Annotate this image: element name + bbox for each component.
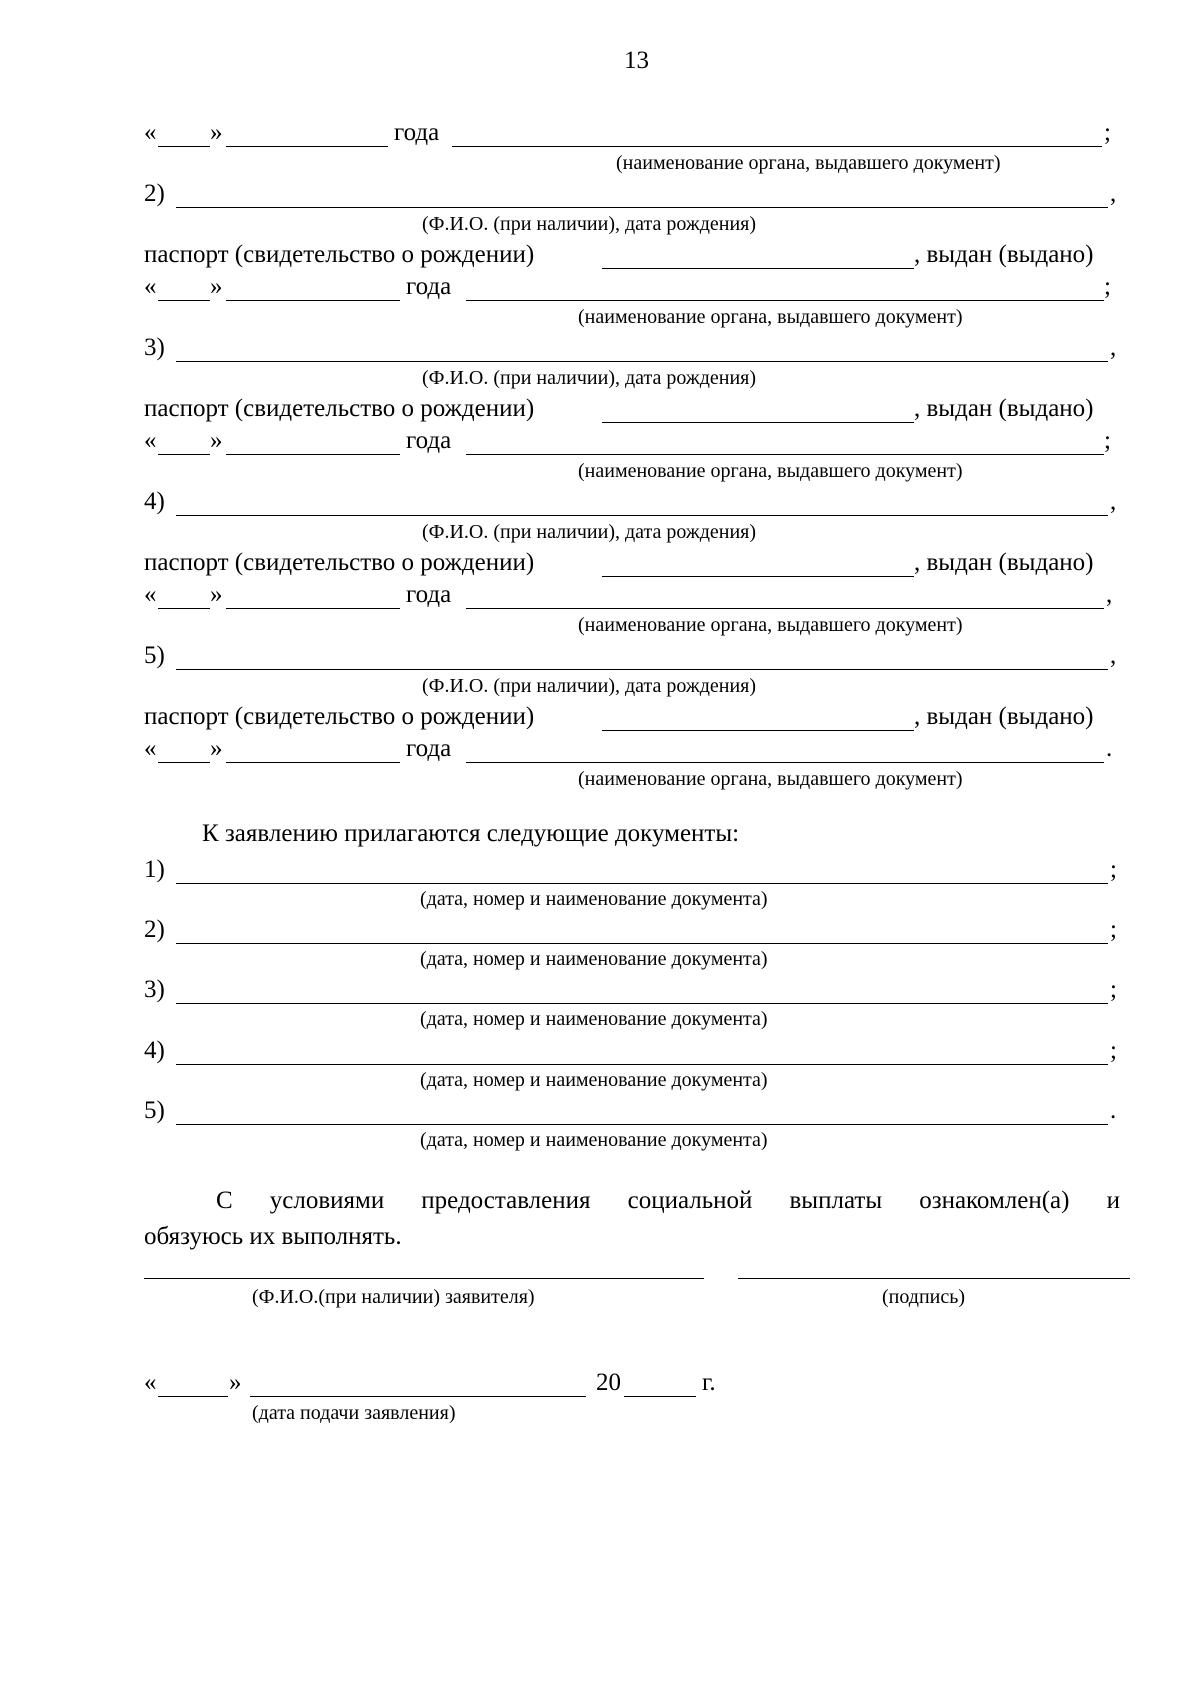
- month-line[interactable]: [226, 762, 400, 763]
- passport-label: паспорт (свидетельство о рождении): [144, 549, 535, 576]
- signature-line[interactable]: [738, 1278, 1130, 1279]
- day-line[interactable]: [158, 762, 210, 763]
- fio-line[interactable]: [176, 669, 1108, 670]
- word: социальной: [627, 1187, 753, 1214]
- issuer-line[interactable]: [466, 762, 1104, 763]
- issuer-line[interactable]: [466, 300, 1104, 301]
- close-quote: »: [210, 581, 223, 608]
- year-word: года: [394, 119, 440, 146]
- word: ознакомлен(а): [919, 1187, 1070, 1214]
- passport-label: паспорт (свидетельство о рождении): [144, 703, 535, 730]
- doc-line[interactable]: [176, 1124, 1108, 1125]
- doc-number: 1): [144, 856, 165, 883]
- word: предоставления: [421, 1187, 591, 1214]
- submission-date-hint: (дата подачи заявления): [252, 1402, 456, 1424]
- doc-hint: (дата, номер и наименование документа): [420, 948, 768, 970]
- applicant-fio-hint: (Ф.И.О.(при наличии) заявителя): [252, 1286, 535, 1308]
- year-prefix: 20: [596, 1369, 621, 1396]
- issuer-line[interactable]: [452, 146, 1102, 147]
- line-end-punct: ,: [1110, 334, 1117, 361]
- close-quote: »: [210, 273, 223, 300]
- passport-line[interactable]: [602, 730, 914, 731]
- open-quote: «: [144, 581, 157, 608]
- issued-label: , выдан (выдано): [914, 241, 1094, 268]
- word: С: [216, 1187, 233, 1214]
- fio-hint: (Ф.И.О. (при наличии), дата рождения): [422, 675, 757, 697]
- line-end-punct: ;: [1110, 976, 1117, 1003]
- doc-line[interactable]: [176, 883, 1108, 884]
- fio-line[interactable]: [176, 207, 1108, 208]
- docs-heading: К заявлению прилагаются следующие документы:: [202, 820, 740, 847]
- doc-line[interactable]: [176, 1003, 1108, 1004]
- doc-number: 3): [144, 976, 165, 1003]
- page-number: 13: [624, 47, 649, 74]
- doc-line[interactable]: [176, 1064, 1108, 1065]
- issued-label: , выдан (выдано): [914, 703, 1094, 730]
- fio-line[interactable]: [176, 515, 1108, 516]
- signature-hint: (подпись): [882, 1286, 966, 1308]
- month-line[interactable]: [226, 300, 400, 301]
- doc-number: 5): [144, 1097, 165, 1124]
- doc-hint: (дата, номер и наименование документа): [420, 888, 768, 910]
- line-end-punct: .: [1110, 1097, 1117, 1124]
- year-line[interactable]: [624, 1396, 696, 1397]
- issuer-hint: (наименование органа, выдавшего документ): [578, 614, 963, 636]
- person-number: 2): [144, 180, 165, 207]
- issued-label: , выдан (выдано): [914, 395, 1094, 422]
- year-suffix: г.: [702, 1369, 716, 1396]
- issuer-line[interactable]: [466, 608, 1104, 609]
- line-end-punct: .: [1106, 735, 1113, 762]
- day-line[interactable]: [158, 300, 210, 301]
- fio-hint: (Ф.И.О. (при наличии), дата рождения): [422, 213, 757, 235]
- month-line[interactable]: [226, 454, 400, 455]
- issuer-hint: (наименование органа, выдавшего документ): [578, 306, 963, 328]
- line-end-punct: ,: [1110, 642, 1117, 669]
- line-end-punct: ;: [1110, 856, 1117, 883]
- doc-number: 4): [144, 1037, 165, 1064]
- doc-line[interactable]: [176, 943, 1108, 944]
- word: выплаты: [789, 1187, 883, 1214]
- person-number: 4): [144, 488, 165, 515]
- passport-label: паспорт (свидетельство о рождении): [144, 395, 535, 422]
- doc-hint: (дата, номер и наименование документа): [420, 1008, 768, 1030]
- issued-label: , выдан (выдано): [914, 549, 1094, 576]
- doc-hint: (дата, номер и наименование документа): [420, 1129, 768, 1151]
- day-line[interactable]: [158, 608, 210, 609]
- fio-hint: (Ф.И.О. (при наличии), дата рождения): [422, 367, 757, 389]
- open-quote: «: [144, 273, 157, 300]
- line-end-punct: ,: [1110, 488, 1117, 515]
- line-end-punct: ;: [1104, 427, 1111, 454]
- day-line[interactable]: [158, 1396, 228, 1397]
- doc-hint: (дата, номер и наименование документа): [420, 1069, 768, 1091]
- day-line[interactable]: [158, 146, 210, 147]
- year-word: года: [406, 427, 452, 454]
- line-end-punct: ;: [1104, 273, 1111, 300]
- passport-line[interactable]: [602, 268, 914, 269]
- word: условиями: [269, 1187, 385, 1214]
- passport-line[interactable]: [602, 422, 914, 423]
- fio-hint: (Ф.И.О. (при наличии), дата рождения): [422, 521, 757, 543]
- issuer-line[interactable]: [466, 454, 1104, 455]
- year-word: года: [406, 735, 452, 762]
- line-end-punct: ;: [1110, 1037, 1117, 1064]
- conditions-line-1: [216, 1188, 1120, 1213]
- year-word: года: [406, 273, 452, 300]
- close-quote: »: [229, 1369, 242, 1396]
- conditions-line-2: обязуюсь их выполнять.: [144, 1223, 402, 1250]
- applicant-fio-line[interactable]: [144, 1278, 704, 1279]
- month-line[interactable]: [226, 608, 400, 609]
- line-end-punct: ;: [1110, 916, 1117, 943]
- day-line[interactable]: [158, 454, 210, 455]
- line-end-punct: ,: [1110, 180, 1117, 207]
- open-quote: «: [144, 735, 157, 762]
- month-line[interactable]: [226, 146, 388, 147]
- line-end-punct: ,: [1106, 581, 1113, 608]
- line-end-punct: ;: [1104, 119, 1111, 146]
- doc-number: 2): [144, 916, 165, 943]
- open-quote: «: [144, 427, 157, 454]
- close-quote: »: [210, 119, 223, 146]
- year-word: года: [406, 581, 452, 608]
- person-number: 5): [144, 642, 165, 669]
- fio-line[interactable]: [176, 361, 1108, 362]
- close-quote: »: [210, 427, 223, 454]
- passport-label: паспорт (свидетельство о рождении): [144, 241, 535, 268]
- month-line[interactable]: [250, 1396, 586, 1397]
- person-number: 3): [144, 334, 165, 361]
- open-quote: «: [144, 119, 157, 146]
- issuer-hint: (наименование органа, выдавшего документ): [578, 460, 963, 482]
- issuer-hint: (наименование органа, выдавшего документ): [616, 152, 1001, 174]
- open-quote: «: [144, 1369, 157, 1396]
- word: и: [1106, 1187, 1120, 1214]
- close-quote: »: [210, 735, 223, 762]
- issuer-hint: (наименование органа, выдавшего документ): [578, 768, 963, 790]
- passport-line[interactable]: [602, 576, 914, 577]
